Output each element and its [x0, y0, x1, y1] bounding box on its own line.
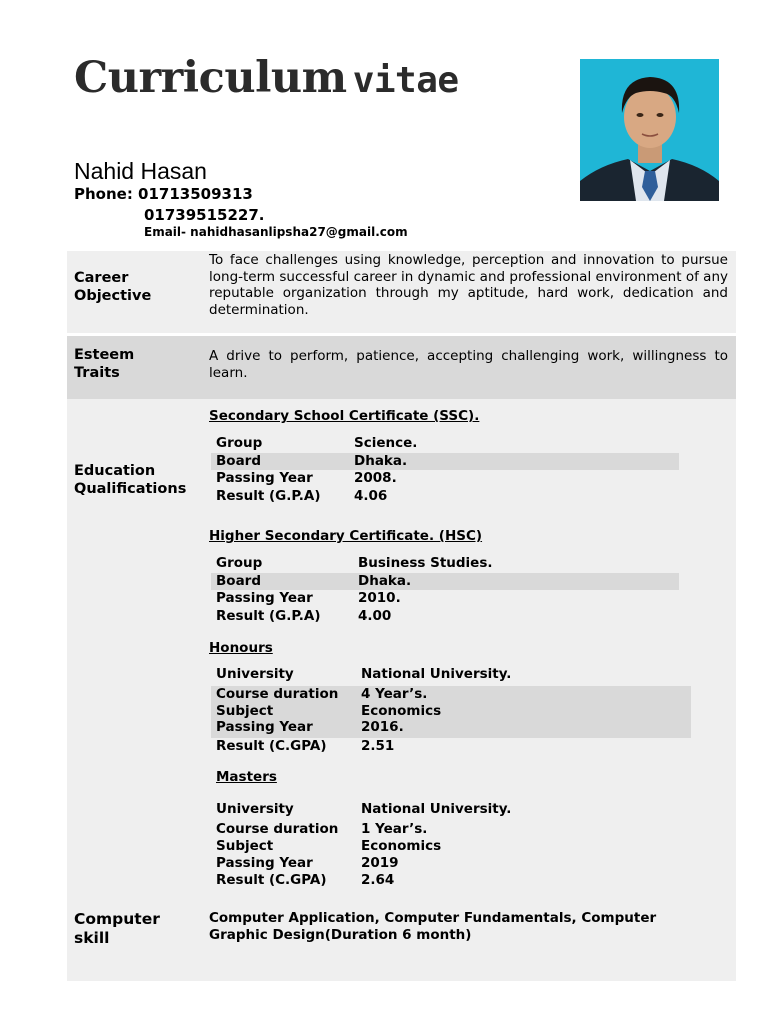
hsc-row-board	[211, 573, 679, 591]
honours-row-result	[211, 738, 691, 756]
ssc-group-key: Group	[216, 435, 263, 451]
masters-result-value: 2.64	[361, 872, 395, 888]
hsc-board-key: Board	[216, 572, 261, 589]
hsc-board-value: Dhaka.	[358, 572, 412, 589]
computer-label-line1: Computer	[74, 910, 160, 928]
masters-row-subject	[211, 838, 691, 855]
honours-row-subject	[211, 703, 691, 719]
masters-duration-key: Course duration	[216, 821, 339, 837]
hsc-result-key: Result (G.P.A)	[216, 607, 321, 624]
honours-row-course-duration	[211, 686, 691, 703]
masters-passing-year-value: 2019	[361, 855, 399, 871]
career-objective-label	[74, 270, 151, 305]
computer-skill-label	[74, 910, 160, 948]
phone-secondary: 01739515227.	[144, 206, 265, 224]
hsc-heading: Higher Secondary Certificate. (HSC)	[209, 528, 483, 544]
honours-duration-value: 4 Year’s.	[361, 686, 428, 702]
esteem-traits-text: A drive to perform, patience, accepting challenging work, willingness to learn.	[209, 348, 728, 381]
masters-university-key: University	[216, 801, 294, 817]
masters-row-course-duration	[211, 821, 691, 838]
masters-passing-year-key: Passing Year	[216, 855, 313, 871]
education-label-line2: Qualifications	[74, 480, 187, 497]
honours-passing-year-key: Passing Year	[216, 719, 313, 735]
document-title	[74, 52, 459, 107]
title-main: Curriculum	[74, 53, 347, 103]
masters-heading: Masters	[216, 769, 277, 785]
honours-passing-year-value: 2016.	[361, 719, 404, 735]
profile-photo-image	[580, 59, 719, 201]
ssc-row-passing-year	[211, 470, 679, 488]
career-label-line2: Objective	[74, 287, 152, 304]
email-address: Email- nahidhasanlipsha27@gmail.com	[144, 225, 408, 239]
honours-university-key: University	[216, 666, 294, 682]
esteem-label-line1: Esteem	[74, 347, 135, 363]
ssc-passing-year-key: Passing Year	[216, 470, 313, 486]
masters-table	[211, 801, 691, 890]
hsc-row-group	[211, 555, 679, 573]
masters-university-value: National University.	[361, 801, 512, 817]
honours-heading: Honours	[209, 640, 273, 656]
hsc-group-key: Group	[216, 555, 263, 571]
ssc-result-value: 4.06	[354, 487, 388, 504]
hsc-passing-year-value: 2010.	[358, 590, 401, 606]
masters-row-passing-year	[211, 855, 691, 872]
masters-row-result	[211, 872, 691, 890]
phone-primary: Phone: 01713509313	[74, 185, 253, 203]
honours-table	[211, 666, 691, 756]
candidate-name: Nahid Hasan	[74, 158, 207, 184]
hsc-group-value: Business Studies.	[358, 555, 493, 571]
hsc-row-passing-year	[211, 590, 679, 608]
esteem-label-line2: Traits	[74, 364, 120, 381]
honours-result-value: 2.51	[361, 738, 395, 754]
masters-subject-value: Economics	[361, 838, 442, 854]
honours-row-passing-year	[211, 719, 691, 738]
hsc-result-value: 4.00	[358, 607, 392, 624]
ssc-result-key: Result (G.P.A)	[216, 487, 321, 504]
honours-subject-value: Economics	[361, 703, 442, 719]
honours-row-university	[211, 666, 691, 686]
masters-result-key: Result (C.GPA)	[216, 872, 327, 888]
ssc-board-key: Board	[216, 452, 261, 469]
hsc-table	[211, 555, 679, 625]
ssc-board-value: Dhaka.	[354, 452, 408, 469]
education-label-line1: Education	[74, 463, 156, 479]
honours-duration-key: Course duration	[216, 686, 339, 702]
masters-subject-key: Subject	[216, 838, 274, 854]
ssc-passing-year-value: 2008.	[354, 470, 397, 486]
ssc-row-group	[211, 435, 679, 453]
hsc-row-result	[211, 608, 679, 626]
title-vitae: vitae	[352, 60, 459, 101]
education-label	[74, 463, 186, 498]
honours-university-value: National University.	[361, 666, 512, 682]
hsc-passing-year-key: Passing Year	[216, 590, 313, 606]
honours-result-key: Result (C.GPA)	[216, 738, 327, 754]
ssc-table	[211, 435, 679, 505]
ssc-row-board	[211, 453, 679, 471]
career-label-line1: Career	[74, 270, 129, 286]
masters-row-university	[211, 801, 691, 821]
masters-duration-value: 1 Year’s.	[361, 821, 428, 837]
ssc-row-result	[211, 488, 679, 506]
profile-photo	[580, 59, 719, 201]
computer-skill-text: Computer Application, Computer Fundamentals, Computer Graphic Design(Duration 6 month)	[209, 910, 657, 943]
career-objective-text: To face challenges using knowledge, perception and innovation to pursue long-term successful career in dynamic and professional environment of any reputable organization through my aptitude, hard work, dedication and determination.	[209, 252, 728, 318]
computer-label-line2: skill	[74, 929, 110, 947]
esteem-traits-label	[74, 347, 134, 382]
ssc-group-value: Science.	[354, 435, 418, 451]
honours-subject-key: Subject	[216, 703, 274, 719]
ssc-heading: Secondary School Certificate (SSC).	[209, 408, 480, 424]
